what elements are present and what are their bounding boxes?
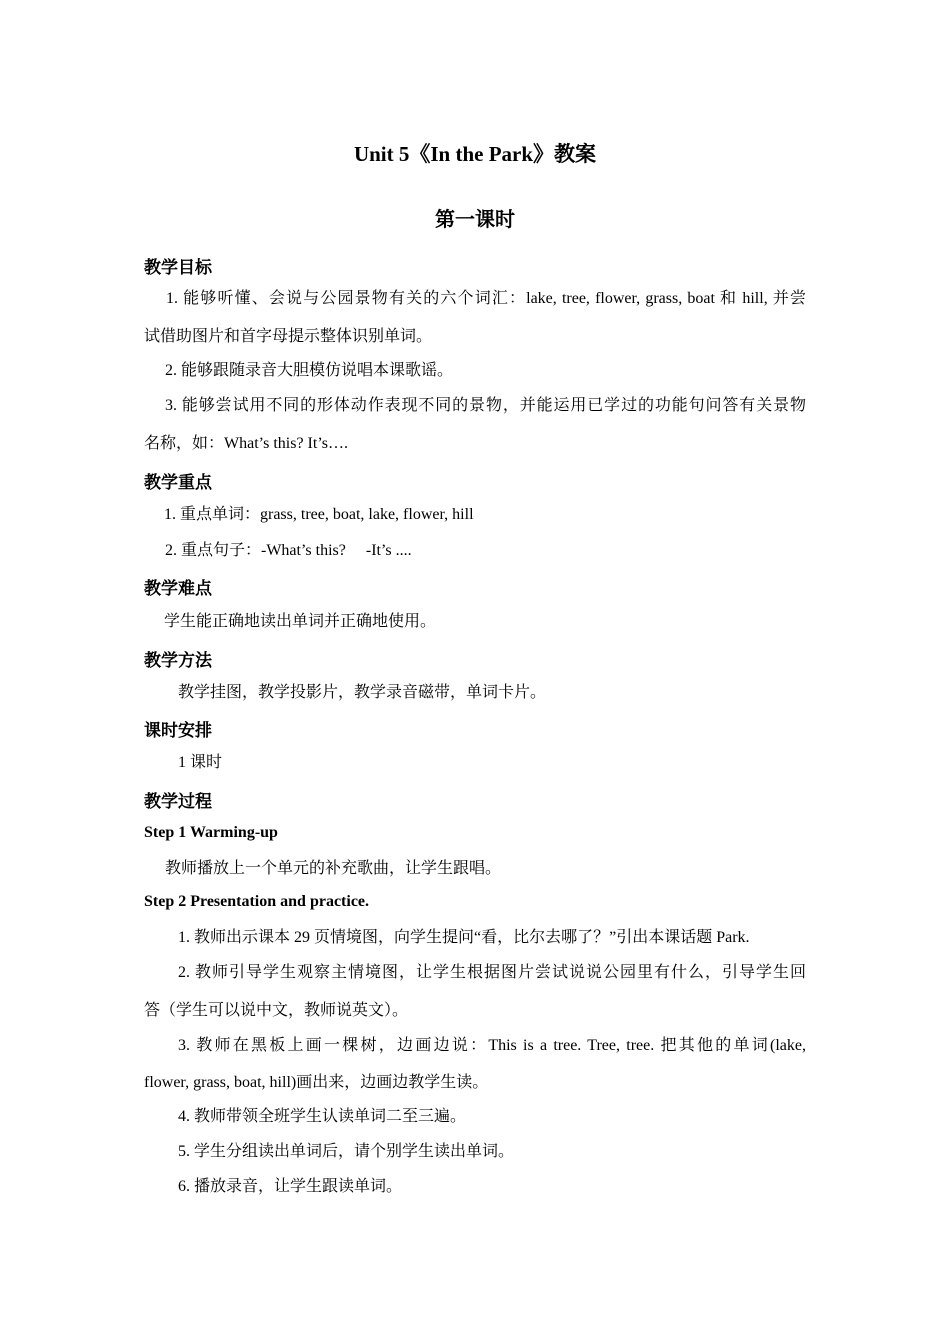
step-2-item-2-line-1: 2. 教师引导学生观察主情境图，让学生根据图片尝试说说公园里有什么，引导学生回	[178, 964, 806, 981]
objective-item-1-line-1: 1. 能够听懂、会说与公园景物有关的六个词汇：lake, tree, flower, grass, boat 和 hill, 并尝	[166, 290, 806, 307]
objective-item-2: 2. 能够跟随录音大胆模仿说唱本课歌谣。	[165, 362, 454, 379]
difficulties-text: 学生能正确地读出单词并正确地使用。	[164, 613, 437, 630]
key-point-item-2: 2. 重点句子：-What’s this? -It’s ....	[165, 542, 412, 559]
lesson-subtitle: 第一课时	[435, 209, 515, 231]
key-point-item-1: 1. 重点单词：grass, tree, boat, lake, flower, hill	[164, 506, 474, 523]
step-2-item-1: 1. 教师出示课本 29 页情境图，向学生提问“看，比尔去哪了？”引出本课话题 Park.	[178, 929, 750, 946]
schedule-heading: 课时安排	[144, 721, 212, 741]
step-2-item-4: 4. 教师带领全班学生认读单词二至三遍。	[178, 1108, 467, 1125]
step-2-title: Step 2 Presentation and practice.	[144, 893, 370, 910]
step-2-item-3-line-2: flower, grass, boat, hill)画出来，边画边教学生读。	[144, 1074, 489, 1091]
step-1-text: 教师播放上一个单元的补充歌曲，让学生跟唱。	[165, 860, 502, 877]
key-points-heading: 教学重点	[144, 473, 212, 493]
objective-item-3-line-2: 名称，如：What’s this? It’s….	[144, 435, 348, 452]
difficulties-heading: 教学难点	[144, 579, 212, 599]
schedule-text: 1 课时	[178, 754, 223, 771]
step-2-item-3-line-1: 3. 教师在黑板上画一棵树，边画边说：This is a tree. Tree, tree. 把其他的单词(lake,	[178, 1037, 806, 1054]
step-2-item-5: 5. 学生分组读出单词后，请个别学生读出单词。	[178, 1143, 515, 1160]
objectives-heading: 教学目标	[144, 258, 212, 278]
objective-item-3-line-1: 3. 能够尝试用不同的形体动作表现不同的景物，并能运用已学过的功能句问答有关景物	[165, 397, 806, 414]
process-heading: 教学过程	[144, 792, 212, 812]
document-title: Unit 5《In the Park》教案	[353, 142, 597, 166]
step-2-item-6: 6. 播放录音，让学生跟读单词。	[178, 1178, 403, 1195]
step-1-title: Step 1 Warming-up	[144, 824, 278, 841]
objective-item-1-line-2: 试借助图片和首字母提示整体识别单词。	[144, 328, 433, 345]
methods-text: 教学挂图，教学投影片，教学录音磁带，单词卡片。	[178, 684, 547, 701]
methods-heading: 教学方法	[144, 651, 212, 671]
step-2-item-2-line-2: 答（学生可以说中文，教师说英文）。	[144, 1002, 409, 1019]
